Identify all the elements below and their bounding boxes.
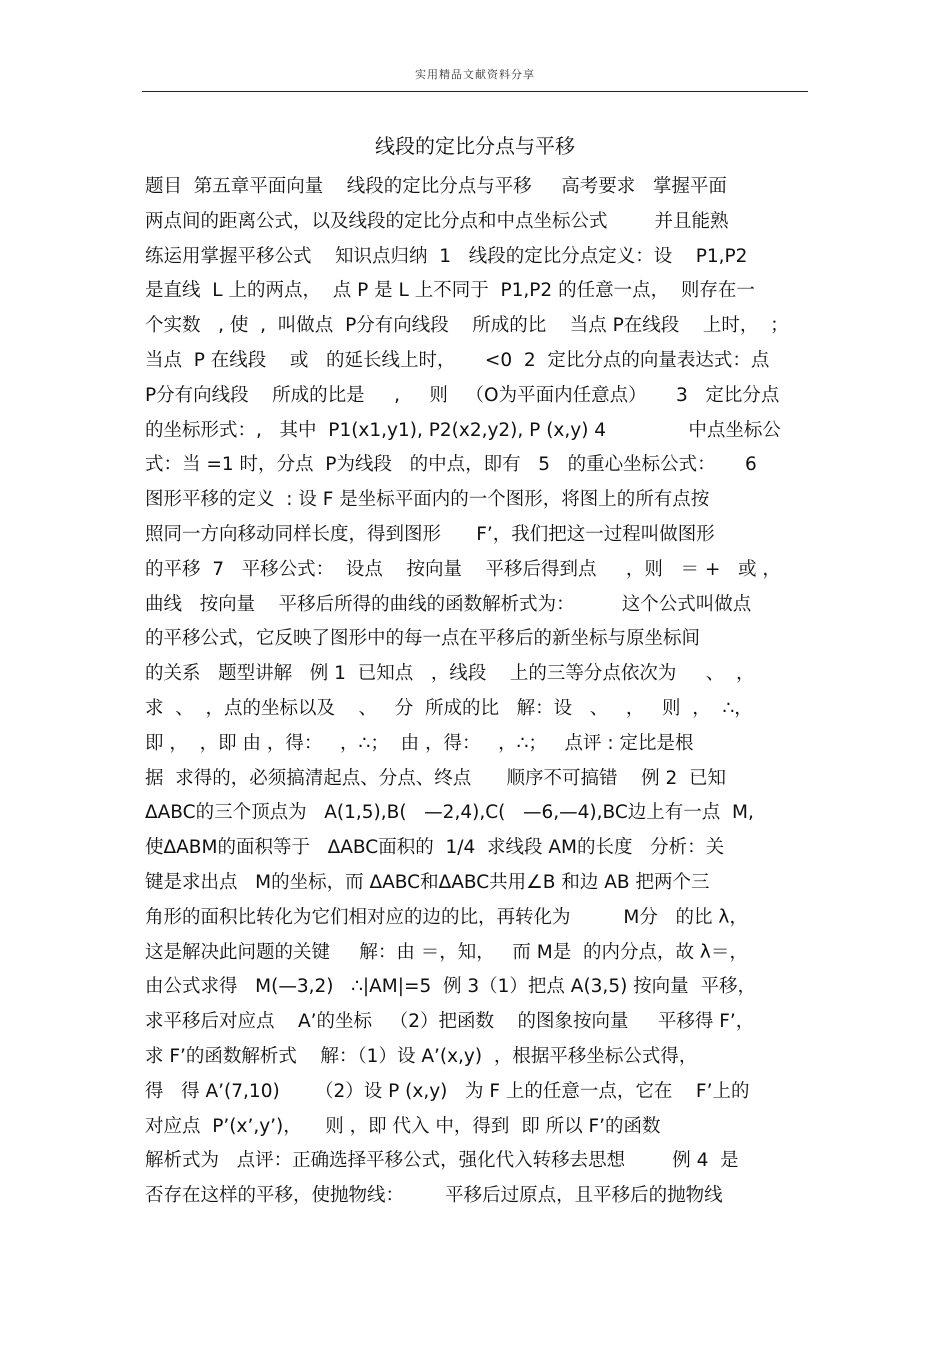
body-text-line: 得 得 A’(7,10) （2）设 P (x,y) 为 F 上的任意一点，它在 F’上的: [145, 1080, 750, 1102]
body-text-line: 个实数 , 使 , 叫做点 P分有向线段 所成的比 当点 P在线段 上时， ；: [145, 315, 789, 337]
document-body: [145, 173, 825, 1217]
body-text-line: 由公式求得 M(—3,2) ∴|AM|=5 例 3（1）把点 A(3,5) 按向量 平移，: [145, 976, 756, 998]
header-divider: [142, 91, 808, 92]
body-text-line: 的关系 题型讲解 例 1 已知点 ，线段 上的三等分点依次为 、 ，: [145, 663, 755, 685]
body-text-line: 的坐标形式：, 其中 P1(x1,y1), P2(x2,y2), P (x,y) 4 中点坐标公: [145, 419, 781, 441]
body-text-line: P分有向线段 所成的比是 , 则 （O为平面内任意点） 3 定比分点: [145, 384, 780, 406]
body-text-line: 题目 第五章平面向量 线段的定比分点与平移 高考要求 掌握平面: [145, 176, 727, 197]
body-text-line: 曲线 按向量 平移后所得的曲线的函数解析式为： 这个公式叫做点: [145, 593, 752, 615]
body-text-line: 求 、 ，点的坐标以及 、 分 所成的比 解：设 、 ， 则 ， ∴，: [145, 697, 753, 719]
body-text-line: 即 ， ，即 由 ，得： ，∴； 由 ，得： ，∴； 点评 : 定比是根: [145, 732, 694, 754]
body-text-line: 据 求得的，必须搞清起点、分点、终点 顺序不可搞错 例 2 已知: [145, 767, 726, 789]
body-text-line: ΔABC的三个顶点为 A(1,5),B( —2,4),C( —6,—4),BC边上有一点 M,: [145, 802, 754, 824]
body-text-line: 的平移 7 平移公式： 设点 按向量 平移后得到点 ，则 ＝ + 或 ，: [145, 558, 781, 580]
body-text-line: 照同一方向移动同样长度，得到图形 F’，我们把这一过程叫做图形: [145, 523, 715, 545]
body-text-line: 练运用掌握平移公式 知识点归纳 1 线段的定比分点定义：设 P1,P2: [145, 245, 748, 267]
body-text-line: 角形的面积比转化为它们相对应的边的比，再转化为 M分 的比 λ，: [145, 906, 748, 928]
body-text-line: 使ΔABM的面积等于 ΔABC面积的 1/4 求线段 AM的长度 分析：关: [145, 837, 725, 859]
body-text-line: 图形平移的定义 : 设 F 是坐标平面内的一个图形，将图上的所有点按: [145, 489, 710, 511]
body-text-line: 求 F’的函数解析式 解：（1）设 A’(x,y) ，根据平移坐标公式得，: [145, 1045, 698, 1067]
body-text-line: 是直线 L 上的两点， 点 P 是 L 上不同于 P1,P2 的任意一点， 则存在一: [145, 280, 755, 302]
body-text-line: 解析式为 点评：正确选择平移公式，强化代入转移去思想 例 4 是: [145, 1150, 739, 1172]
body-text-line: 的平移公式，它反映了图形中的每一点在平移后的新坐标与原坐标间: [145, 628, 701, 650]
body-text-line: 当点 P 在线段 或 的延长线上时， <0 2 定比分点的向量表达式：点: [145, 349, 770, 371]
body-text-line: 这是解决此问题的关键 解：由 ＝，知， 而 M是 的内分点，故 λ＝，: [145, 941, 748, 963]
body-text-line: 键是求出点 M的坐标，而 ΔABC和ΔABC共用∠B 和边 AB 把两个三: [145, 871, 710, 893]
body-text-line: 两点间的距离公式，以及线段的定比分点和中点坐标公式 并且能熟: [145, 210, 729, 232]
body-text-line: 否存在这样的平移，使抛物线： 平移后过原点，且平移后的抛物线: [145, 1185, 723, 1207]
page-header: 实用精品文献资料分享: [415, 68, 535, 81]
body-text-line: 对应点 P’(x’,y’)， 则 ，即 代入 中，得到 即 所以 F’的函数: [145, 1115, 661, 1137]
document-title: 线段的定比分点与平移: [375, 134, 575, 158]
body-text-line: 求平移后对应点 A’的坐标 （2）把函数 的图象按向量 平移得 F’，: [145, 1011, 755, 1033]
body-text-line: 式：当 =1 时，分点 P为线段 的中点，即有 5 的重心坐标公式： 6: [145, 454, 757, 476]
